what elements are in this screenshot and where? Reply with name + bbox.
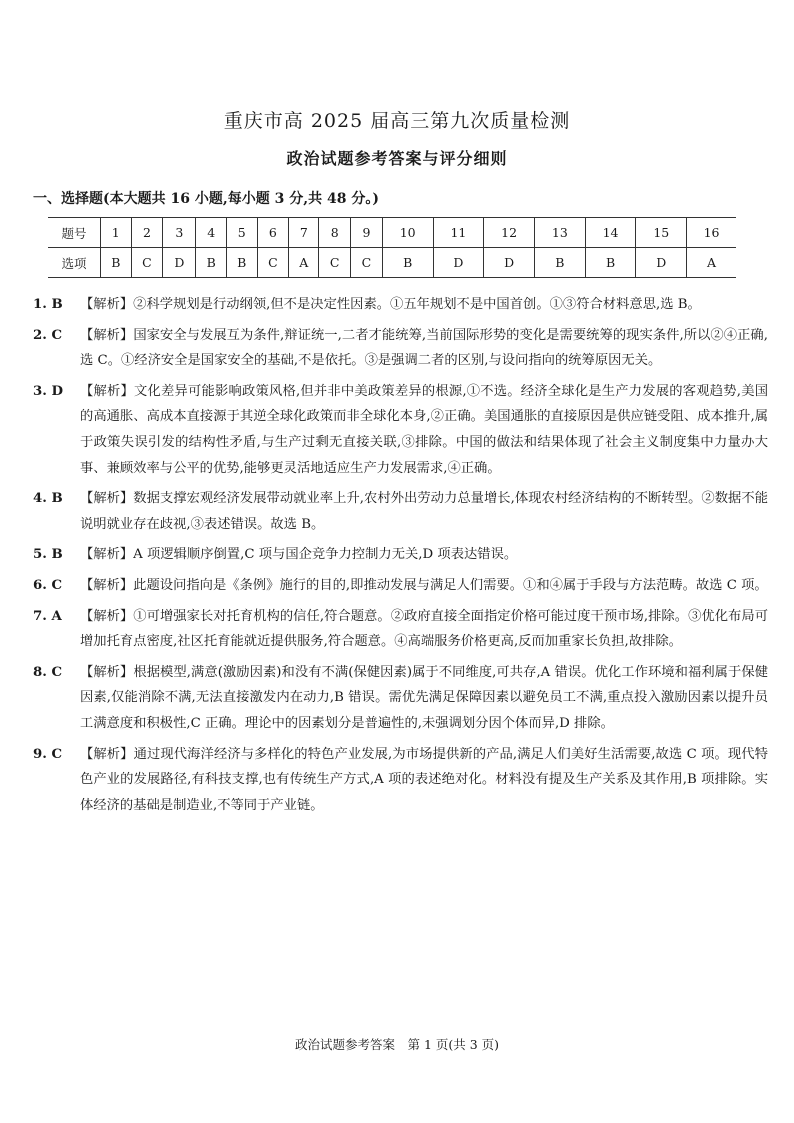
item-explanation: 【解析】①可增强家长对托育机构的信任,符合题意。②政府直接全面指定价格可能过度干预市场,排除。③优化布局可增加托育点密度,社区托育能就近提供服务,符合题意。④高端服务价格更高,反而加重家长负担,故排除。 xyxy=(80,608,768,650)
question-number-cell: 5 xyxy=(226,218,257,248)
answer-cell: D xyxy=(433,248,484,278)
explanation-item xyxy=(33,573,768,599)
answer-cell: C xyxy=(319,248,351,278)
answer-cell: B xyxy=(226,248,257,278)
item-number: 6. C xyxy=(33,577,63,593)
answer-cell: A xyxy=(687,248,736,278)
answer-cell: D xyxy=(163,248,196,278)
explanation-list xyxy=(33,292,768,823)
question-number-cell: 12 xyxy=(484,218,535,248)
question-number-cell: 3 xyxy=(163,218,196,248)
explanation-item xyxy=(33,379,768,481)
question-number-cell: 15 xyxy=(636,218,687,248)
explanation-item xyxy=(33,604,768,655)
item-number: 3. D xyxy=(33,383,64,399)
section-heading: 一、选择题(本大题共 16 小题,每小题 3 分,共 48 分。) xyxy=(33,191,379,207)
answer-cell: A xyxy=(289,248,319,278)
answer-cell: B xyxy=(534,248,585,278)
item-explanation: 【解析】此题设问指向是《条例》施行的目的,即推动发展与满足人们需要。①和④属于手段与方法范畴。故选 C 项。 xyxy=(80,577,768,593)
explanation-item xyxy=(33,542,768,568)
answer-cell: D xyxy=(636,248,687,278)
page-subtitle: 政治试题参考答案与评分细则 xyxy=(286,149,508,168)
question-number-cell: 11 xyxy=(433,218,484,248)
explanation-item xyxy=(33,742,768,819)
answer-table xyxy=(48,217,736,278)
question-number-cell: 4 xyxy=(196,218,227,248)
answer-cell: B xyxy=(585,248,636,278)
answer-cell: B xyxy=(101,248,132,278)
explanation-item xyxy=(33,660,768,737)
item-explanation: 【解析】国家安全与发展互为条件,辩证统一,二者才能统筹,当前国际形势的变化是需要统筹的现实条件,所以②④正确,选 C。①经济安全是国家安全的基础,不是依托。③是强调二者的区别,与设问指向的统筹原因无关。 xyxy=(80,327,768,369)
answer-cell: D xyxy=(484,248,535,278)
question-number-cell: 10 xyxy=(382,218,433,248)
question-number-cell: 8 xyxy=(319,218,351,248)
item-explanation: 【解析】数据支撑宏观经济发展带动就业率上升,农村外出劳动力总量增长,体现农村经济结构的不断转型。②数据不能说明就业存在歧视,③表述错误。故选 B。 xyxy=(80,491,768,532)
question-number-cell: 7 xyxy=(289,218,319,248)
question-number-cell: 6 xyxy=(257,218,289,248)
item-number: 4. B xyxy=(33,491,63,507)
item-number: 5. B xyxy=(33,547,63,563)
question-row-label: 题号 xyxy=(48,218,101,248)
item-explanation: 【解析】A 项逻辑顺序倒置,C 项与国企竞争力控制力无关,D 项表达错误。 xyxy=(80,547,518,563)
item-explanation: 【解析】②科学规划是行动纲领,但不是决定性因素。①五年规划不是中国首创。①③符合材料意思,选 B。 xyxy=(80,297,701,312)
explanation-item xyxy=(33,292,768,318)
question-number-cell: 14 xyxy=(585,218,636,248)
item-number: 8. C xyxy=(33,664,63,680)
explanation-item xyxy=(33,323,768,374)
answer-cell: C xyxy=(131,248,163,278)
question-number-cell: 1 xyxy=(101,218,132,248)
answer-row-label: 选项 xyxy=(61,255,87,271)
question-number-cell: 13 xyxy=(534,218,585,248)
item-number: 9. C xyxy=(33,746,63,762)
item-number: 1. B xyxy=(33,297,63,312)
answer-cell: C xyxy=(351,248,383,278)
item-number: 7. A xyxy=(33,608,62,624)
question-number-cell: 16 xyxy=(687,218,736,248)
item-explanation: 【解析】根据模型,满意(激励因素)和没有不满(保健因素)属于不同维度,可共存,A 错误。优化工作环境和福利属于保健因素,仅能消除不满,无法直接激发内在动力,B 错误。需优先满足保障因素以避免员工不满,重点投入激励因素以提升员工满意度和积极性,C 正确。理论中的因素划分是普遍性的,未强调划分因个体而异,D 排除。 xyxy=(80,664,768,731)
answer-cell: C xyxy=(257,248,289,278)
page-footer: 政治试题参考答案 第 1 页(共 3 页) xyxy=(294,1037,500,1052)
page-title: 重庆市高 2025 届高三第九次质量检测 xyxy=(223,110,571,132)
question-number-cell: 2 xyxy=(131,218,163,248)
question-number-cell: 9 xyxy=(351,218,383,248)
answer-cell: B xyxy=(382,248,433,278)
item-explanation: 【解析】文化差异可能影响政策风格,但并非中美政策差异的根源,①不选。经济全球化是生产力发展的客观趋势,美国的高通胀、高成本直接源于其逆全球化政策而非全球化本身,②正确。美国通胀的直接原因是供应链受阻、成本推升,属于政策失误引发的结构性矛盾,与生产过剩无直接关联,③排除。中国的做法和结果体现了社会主义制度集中力量办大事、兼顾效率与公平的优势,能够更灵活地适应生产力发展需求,④正确。 xyxy=(80,383,768,476)
item-number: 2. C xyxy=(33,327,63,343)
answer-row xyxy=(48,248,736,278)
item-explanation: 【解析】通过现代海洋经济与多样化的特色产业发展,为市场提供新的产品,满足人们美好生活需要,故选 C 项。现代特色产业的发展路径,有科技支撑,也有传统生产方式,A 项的表述绝对化。材料没有提及生产关系及其作用,B 项排除。实体经济的基础是制造业,不等同于产业链。 xyxy=(80,746,768,813)
explanation-item xyxy=(33,486,768,537)
answer-cell: B xyxy=(196,248,227,278)
question-number-row xyxy=(48,218,736,248)
